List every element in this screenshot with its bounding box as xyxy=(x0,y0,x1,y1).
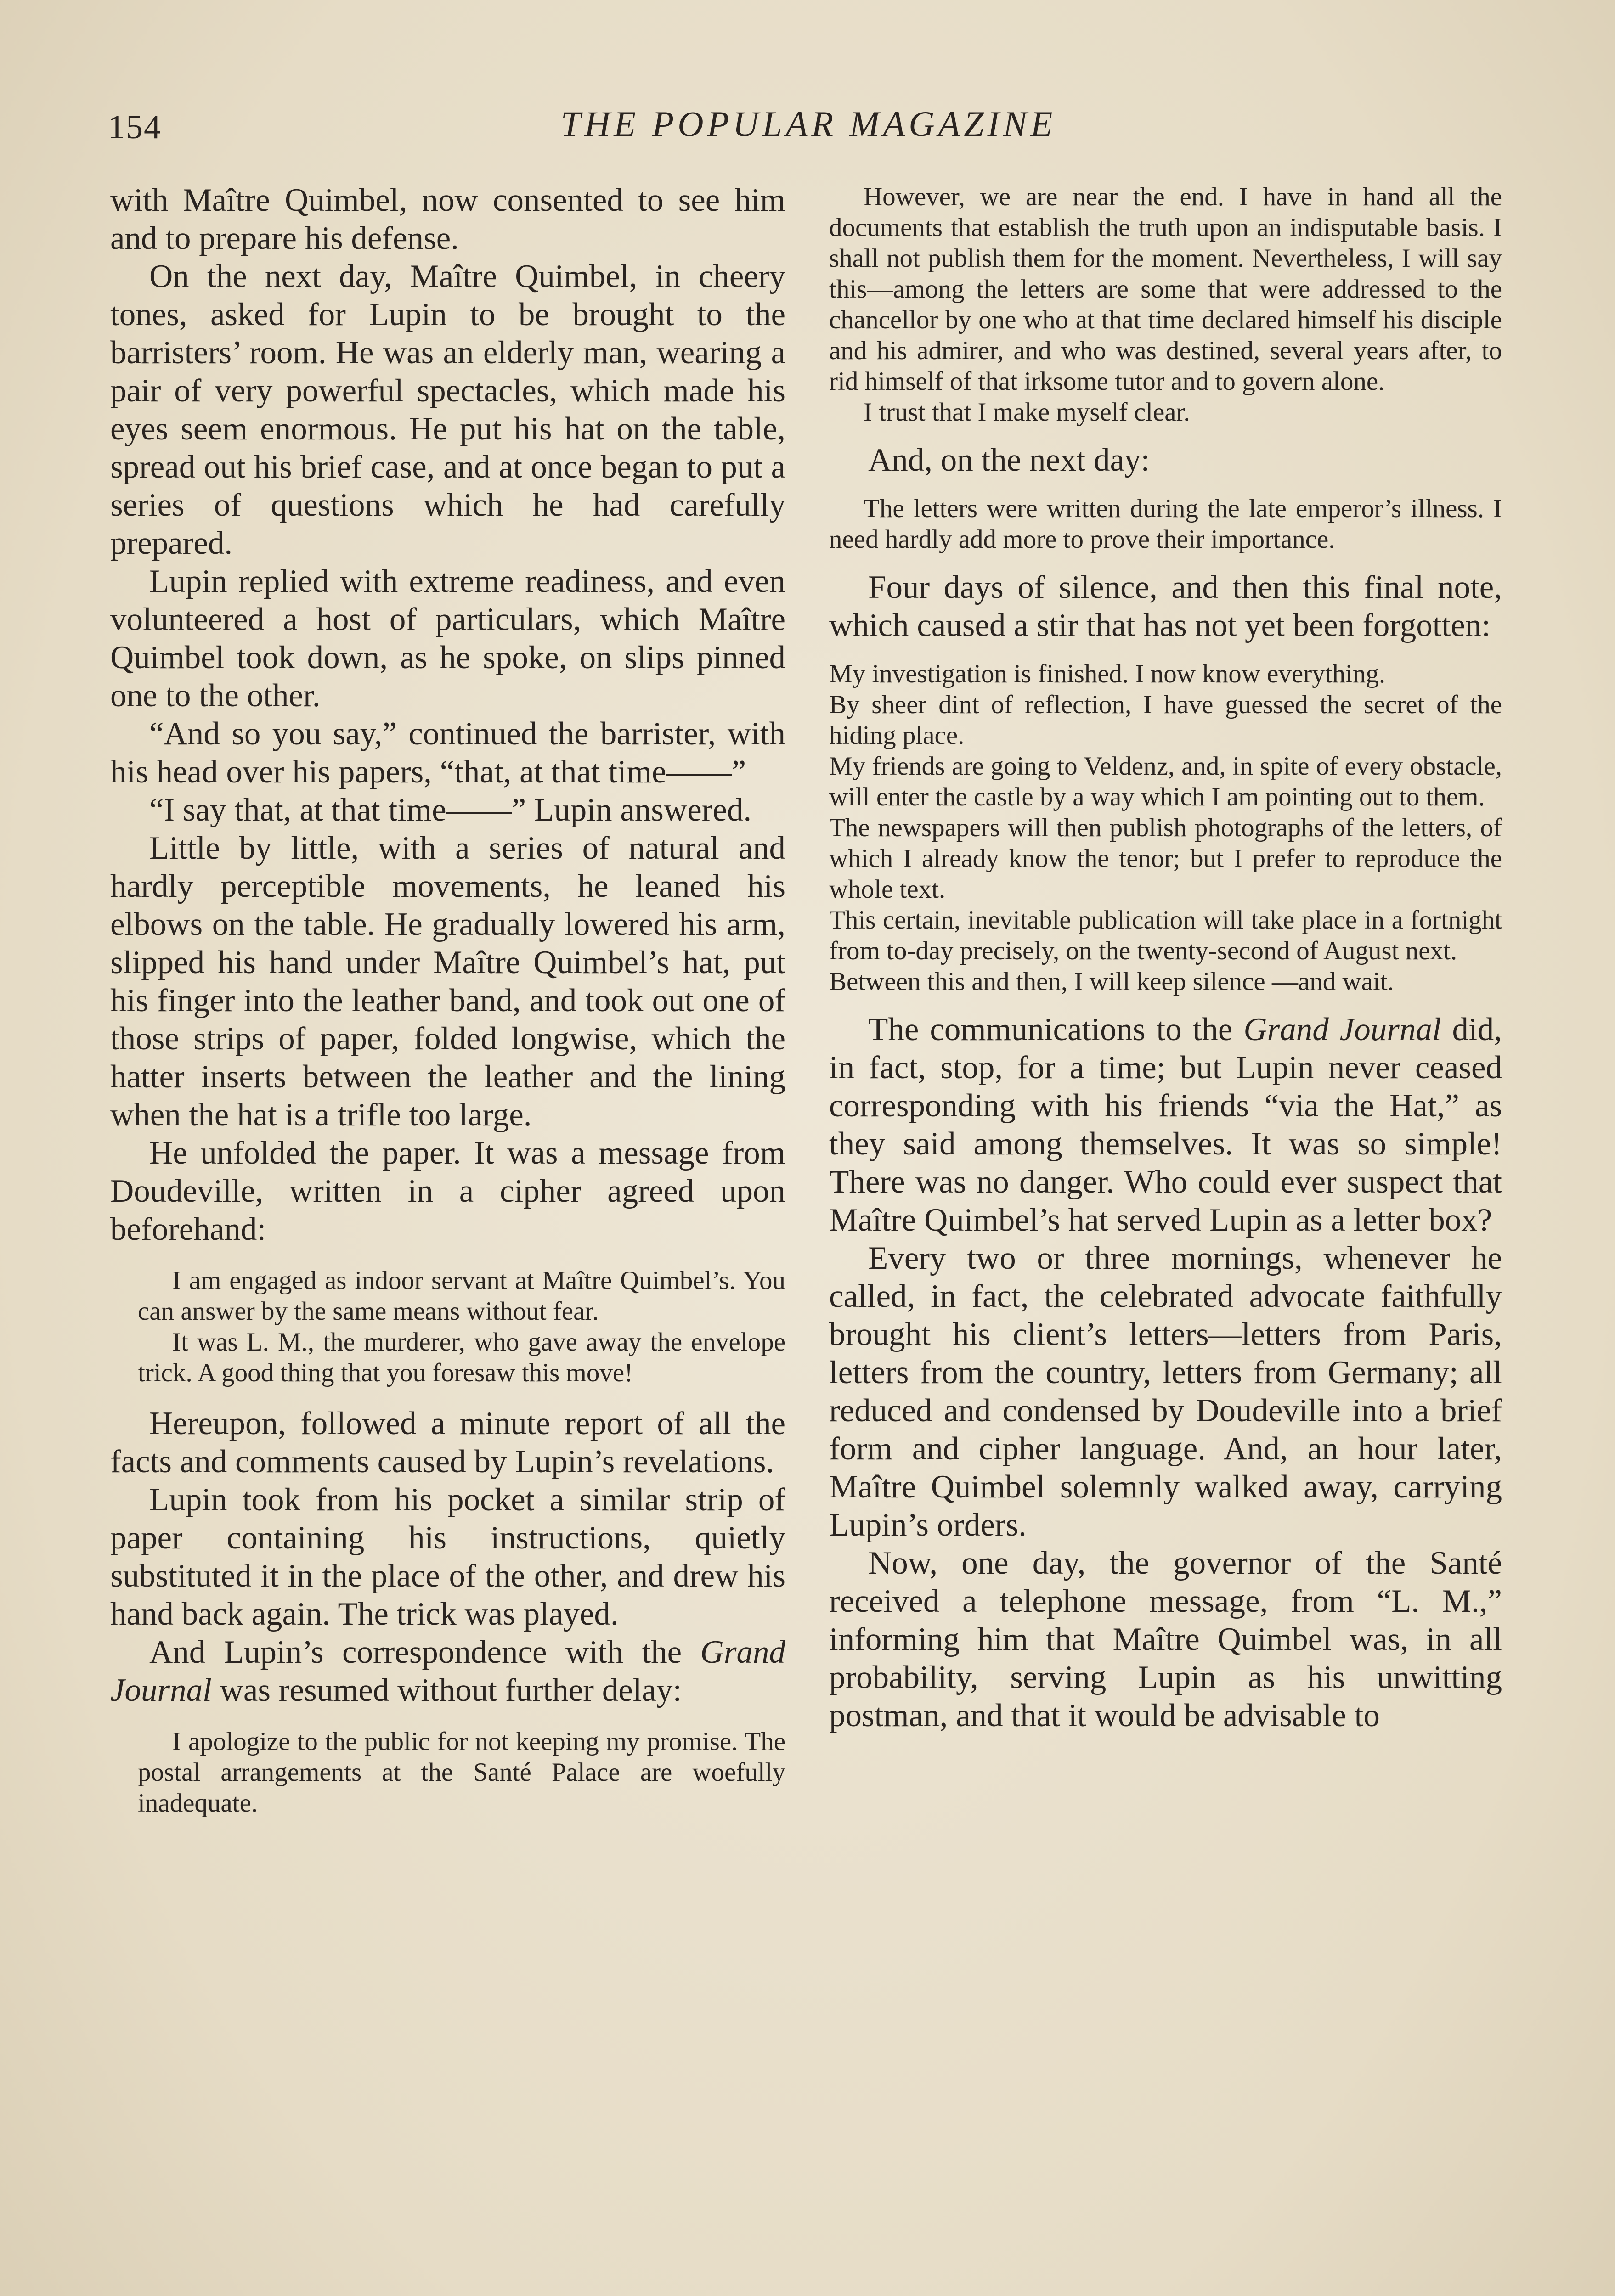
quote-paragraph: I am engaged as indoor servant at Maître Quimbel’s. You can answer by the same means without fear. xyxy=(138,1266,785,1326)
quote-paragraph: I apologize to the public for not keeping my promise. The postal arrangements at the Santé Palace are woefully inadequate. xyxy=(138,1727,785,1818)
text-run: was resumed without further delay: xyxy=(211,1672,682,1708)
quote-paragraph: It was L. M., the murderer, who gave away the envelope trick. A good thing that you foresaw this move! xyxy=(138,1328,785,1387)
page-number: 154 xyxy=(108,108,162,146)
paragraph: He unfolded the paper. It was a message from Doudeville, written in a cipher agreed upon beforehand: xyxy=(110,1135,785,1247)
text-run: did, in fact, stop, for a time; but Lupin never ceased corresponding with his friends “via the Hat,” as they said among themselves. It was so simple! There was no danger. Who could ever suspect that Maître Quimbel’s hat served Lupin as a letter box? xyxy=(829,1012,1502,1238)
paragraph: Little by little, with a series of natural and hardly perceptible movements, he leaned his elbows on the table. He gradually lowered his arm, slipped his hand under Maître Quimbel’s hat, put his finger into the leather band, and took out one of those strips of paper, folded longwise, which the hatter inserts between the leather and the lining when the hat is a trifle too large. xyxy=(110,830,785,1133)
quote-paragraph: The newspapers will then publish photographs of the letters, of which I already know the tenor; but I prefer to reproduce the whole text. xyxy=(829,813,1502,904)
left-column xyxy=(110,181,785,1835)
text-run: The communications to the xyxy=(868,1012,1244,1047)
newspaper-title: Grand Journal xyxy=(1243,1012,1441,1047)
quote-paragraph: My friends are going to Veldenz, and, in spite of every obstacle, will enter the castle by a way which I am pointing out to them. xyxy=(829,752,1502,811)
paragraph: On the next day, Maître Quimbel, in cheery tones, asked for Lupin to be brought to the barristers’ room. He was an elderly man, wearing a pair of very powerful spectacles, which made his eyes seem enormous. He put his hat on the table, spread out his brief case, and at once began to put a series of questions which he had carefully prepared. xyxy=(110,259,785,561)
paragraph xyxy=(110,1633,785,1710)
apology-quote xyxy=(138,1726,785,1818)
paragraph: “I say that, at that time——” Lupin answered. xyxy=(149,792,752,828)
paragraph: Lupin replied with extreme readiness, and even volunteered a host of particulars, which Maître Quimbel took down, as he spoke, on slips pinned one to the other. xyxy=(110,563,785,714)
page-header xyxy=(108,99,1509,154)
quote-paragraph: My investigation is finished. I now know everything. xyxy=(829,659,1386,688)
quote-paragraph: I trust that I make myself clear. xyxy=(864,398,1190,427)
paragraph: Every two or three mornings, whenever he called, in fact, the celebrated advocate faithfully brought his client’s letters—letters from Paris, letters from the country, letters from Germany; all reduced and condensed by Doudeville into a brief form and cipher language. And, an hour later, Maître Quimbel solemnly walked away, carrying Lupin’s orders. xyxy=(829,1240,1502,1543)
final-note-quote xyxy=(829,658,1502,997)
letters-quote xyxy=(829,493,1502,555)
quote-paragraph: However, we are near the end. I have in hand all the documents that establish the truth upon an indisputable basis. I shall not publish them for the moment. Nevertheless, I will say this—among the letters are some that were addressed to the chancellor by one who at that time declared himself his disciple and his admirer, and who was destined, several years after, to rid himself of that irksome tutor and to govern alone. xyxy=(829,182,1502,396)
paragraph: And, on the next day: xyxy=(868,442,1150,478)
quote-paragraph: Between this and then, I will keep silence —and wait. xyxy=(829,967,1394,996)
paragraph: with Maître Quimbel, now consented to see him and to prepare his defense. xyxy=(110,182,785,256)
quote-paragraph: The letters were written during the late emperor’s illness. I need hardly add more to prove their importance. xyxy=(829,494,1502,554)
quote-paragraph: By sheer dint of reflection, I have guessed the secret of the hiding place. xyxy=(829,690,1502,750)
paragraph: Lupin took from his pocket a similar strip of paper containing his instructions, quietly substituted it in the place of the other, and drew his hand back again. The trick was played. xyxy=(110,1482,785,1632)
right-column xyxy=(829,181,1502,1735)
text-run: And Lupin’s correspondence with the xyxy=(149,1634,700,1670)
newspaper-title: Grand Journal xyxy=(110,1634,785,1708)
paragraph: “And so you say,” continued the barrister, with his head over his papers, “that, at that time——” xyxy=(110,716,785,790)
quote-paragraph: This certain, inevitable publication will take place in a fortnight from to-day precisely, on the twenty-second of August next. xyxy=(829,906,1502,965)
paragraph: Hereupon, followed a minute report of all the facts and comments caused by Lupin’s revelations. xyxy=(110,1406,785,1480)
continued-quote xyxy=(829,181,1502,428)
paragraph: Four days of silence, and then this final note, which caused a stir that has not yet been forgotten: xyxy=(829,569,1502,643)
paragraph: Now, one day, the governor of the Santé received a telephone message, from “L. M.,” informing him that Maître Quimbel was, in all probability, serving Lupin as his unwitting postman, and that it would be advisable to xyxy=(829,1545,1502,1733)
paragraph xyxy=(829,1011,1502,1239)
cipher-message-quote xyxy=(138,1265,785,1388)
magazine-title: THE POPULAR MAGAZINE xyxy=(560,104,1056,144)
